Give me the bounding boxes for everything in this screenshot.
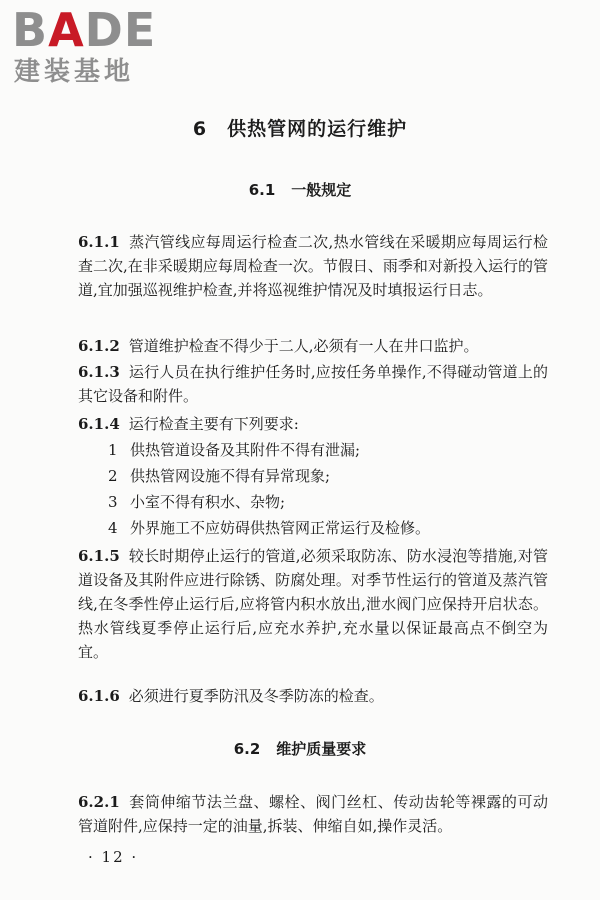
logo-letter-a: A: [48, 3, 85, 57]
list-item-number: 3: [108, 493, 118, 511]
clause-number: 6.1.1: [78, 233, 120, 251]
page-number: · 12 ·: [88, 848, 139, 866]
chapter-title-text: 供热管网的运行维护: [227, 118, 408, 140]
clause-6-1-3: [78, 360, 548, 408]
list-item-text: 供热管道设备及其附件不得有泄漏;: [130, 441, 361, 459]
clause-number: 6.1.6: [78, 687, 120, 705]
clause-text: 运行检查主要有下列要求:: [128, 415, 299, 433]
logo-subtitle: 建装基地: [14, 57, 135, 87]
list-item-text: 小室不得有积水、杂物;: [130, 493, 286, 511]
clause-text: 必须进行夏季防汛及冬季防冻的检查。: [128, 687, 384, 705]
section-number: 6.2: [233, 740, 261, 758]
chapter-number: 6: [192, 118, 208, 140]
list-item: [108, 438, 548, 462]
chapter-title: [0, 114, 600, 141]
list-item: [108, 490, 548, 514]
section-title: [0, 738, 600, 759]
clause-number: 6.1.4: [78, 415, 120, 433]
clause-text: 运行人员在执行维护任务时,应按任务单操作,不得碰动管道上的其它设备和附件。: [78, 363, 548, 405]
list-item-number: 2: [108, 467, 118, 485]
section-number: 6.1: [248, 181, 276, 199]
logo-letters-de: DE: [84, 3, 157, 57]
logo-wordmark: [12, 5, 182, 55]
section-title: [0, 179, 600, 200]
list-item: [108, 516, 548, 540]
clause-6-1-6: [78, 684, 548, 708]
list-item-text: 外界施工不应妨碍供热管网正常运行及检修。: [130, 519, 431, 537]
brand-logo: [12, 5, 182, 87]
clause-text: 套筒伸缩节法兰盘、螺栓、阀门丝杠、传动齿轮等裸露的可动管道附件,应保持一定的油量,拆装、伸缩自如,操作灵活。: [78, 793, 548, 835]
section-title-text: 维护质量要求: [276, 740, 367, 758]
list-item: [108, 464, 548, 488]
section-title-text: 一般规定: [291, 181, 352, 199]
list-item-text: 供热管网设施不得有异常现象;: [130, 467, 331, 485]
clause-text: 较长时期停止运行的管道,必须采取防冻、防水浸泡等措施,对管道设备及其附件应进行除锈、防腐处理。对季节性运行的管道及蒸汽管线,在冬季性停止运行后,应将管内积水放出,泄水阀门应保持开启状态。热水管线夏季停止运行后,应充水养护,充水量以保证最高点不倒空为宜。: [78, 547, 548, 661]
clause-number: 6.1.3: [78, 363, 120, 381]
clause-number: 6.1.2: [78, 337, 120, 355]
clause-6-2-1: [78, 790, 548, 838]
clause-text: 蒸汽管线应每周运行检查二次,热水管线在采暖期应每周运行检查二次,在非采暖期应每周检查一次。节假日、雨季和对新投入运行的管道,宜加强巡视维护检查,并将巡视维护情况及时填报运行日志。: [78, 233, 548, 299]
list-item-number: 4: [108, 519, 118, 537]
clause-6-1-2: [78, 334, 548, 358]
logo-letter-b: B: [12, 3, 49, 57]
clause-6-1-4: [78, 412, 548, 436]
list-item-number: 1: [108, 441, 118, 459]
clause-6-1-5: [78, 544, 548, 664]
clause-number: 6.2.1: [78, 793, 120, 811]
clause-text: 管道维护检查不得少于二人,必须有一人在井口监护。: [128, 337, 479, 355]
clause-number: 6.1.5: [78, 547, 120, 565]
clause-6-1-1: [78, 230, 548, 302]
